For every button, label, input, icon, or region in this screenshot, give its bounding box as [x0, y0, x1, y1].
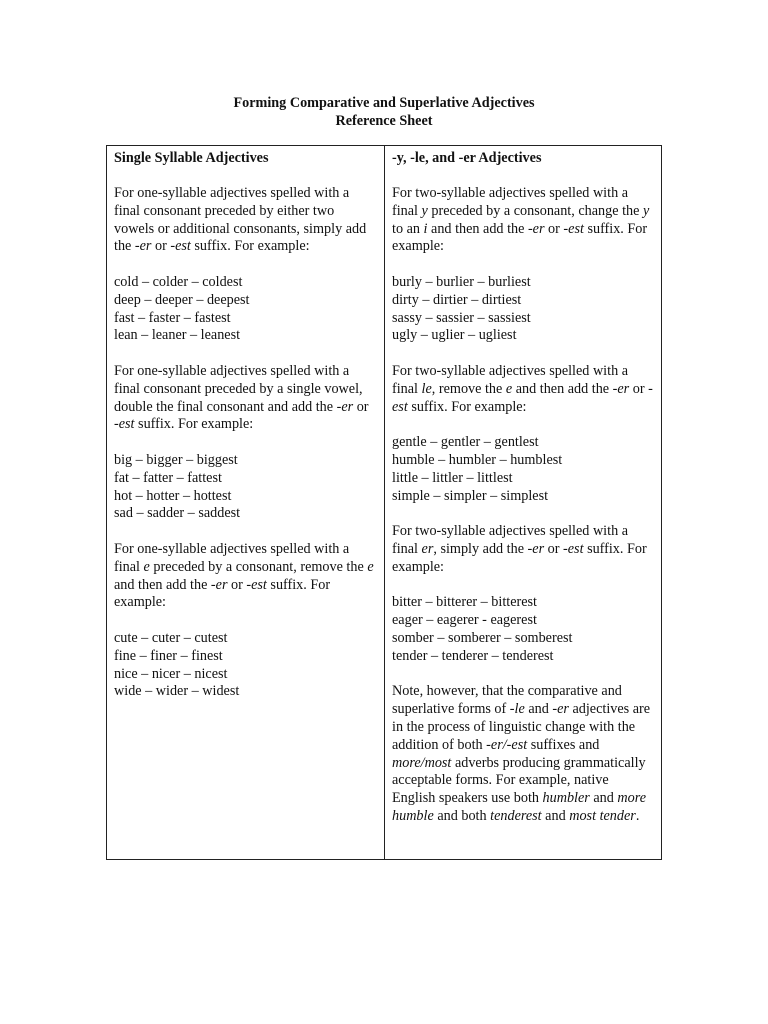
reference-table [106, 145, 662, 860]
example-item: eager – eagerer - eagerest [392, 612, 537, 629]
example-item: fat – fatter – fattest [114, 469, 222, 486]
column-heading: Single Syllable Adjectives [114, 150, 269, 166]
page-title [0, 94, 768, 130]
example-item: cold – colder – coldest [114, 273, 243, 290]
note-text: Note, however, that the comparative and superlative forms of -le and -er adjectives are in the process of linguistic change with the addition of both -er/-est suffixes and more/most adverbs producing grammatically acceptable forms. For example, native English speakers use both humbler and more humble and both tenderest and most tender. [392, 683, 651, 824]
example-item: cute – cuter – cutest [114, 629, 228, 646]
example-item: simple – simpler – simplest [392, 487, 549, 504]
example-item: wide – wider – widest [114, 683, 240, 700]
example-list [114, 630, 376, 701]
example-item: fast – faster – fastest [114, 309, 231, 326]
example-item: nice – nicer – nicest [114, 665, 228, 682]
example-list [392, 434, 653, 505]
example-list [392, 274, 653, 345]
example-item: gentle – gentler – gentlest [392, 434, 539, 451]
example-list [114, 452, 376, 523]
example-item: tender – tenderer – tenderest [392, 647, 554, 664]
title-line-2: Reference Sheet [335, 113, 433, 129]
rule-text: For one-syllable adjectives spelled with a final consonant preceded by a single vowel, double the final consonant and add the -er or -est suffix. For example: [114, 362, 369, 433]
example-item: bitter – bitterer – bitterest [392, 594, 537, 611]
example-item: humble – humbler – humblest [392, 451, 563, 468]
example-item: fine – finer – finest [114, 647, 223, 664]
rule-text: For two-syllable adjectives spelled with a final y preceded by a consonant, change the y to an i and then add the -er or -est suffix. For example: [392, 185, 650, 255]
rule-text: For two-syllable adjectives spelled with a final er, simply add the -er or -est suffix. For example: [392, 523, 647, 575]
single-syllable-column [107, 146, 385, 859]
column-heading: -y, -le, and -er Adjectives [392, 150, 542, 166]
example-item: hot – hotter – hottest [114, 487, 232, 504]
example-item: big – bigger – biggest [114, 451, 238, 468]
example-item: sad – sadder – saddest [114, 505, 241, 522]
example-item: deep – deeper – deepest [114, 291, 250, 308]
rule-text: For two-syllable adjectives spelled with a final le, remove the e and then add the -er or -est suffix. For example: [392, 362, 653, 415]
example-item: ugly – uglier – ugliest [392, 327, 517, 344]
example-list [114, 274, 376, 345]
example-item: burly – burlier – burliest [392, 273, 531, 290]
example-item: somber – somberer – somberest [392, 629, 573, 646]
rule-text: For one-syllable adjectives spelled with a final consonant preceded by either two vowels or additional consonants, simply add the -er or -est suffix. For example: [114, 185, 367, 255]
example-item: lean – leaner – leanest [114, 327, 241, 344]
example-item: little – littler – littlest [392, 469, 513, 486]
example-list [392, 594, 653, 665]
example-item: dirty – dirtier – dirtiest [392, 291, 522, 308]
rule-text: For one-syllable adjectives spelled with a final e preceded by a consonant, remove the e and then add the -er or -est suffix. For example: [114, 540, 374, 611]
title-line-1: Forming Comparative and Superlative Adjectives [233, 95, 535, 111]
example-item: sassy – sassier – sassiest [392, 309, 531, 326]
y-le-er-column [385, 146, 661, 859]
